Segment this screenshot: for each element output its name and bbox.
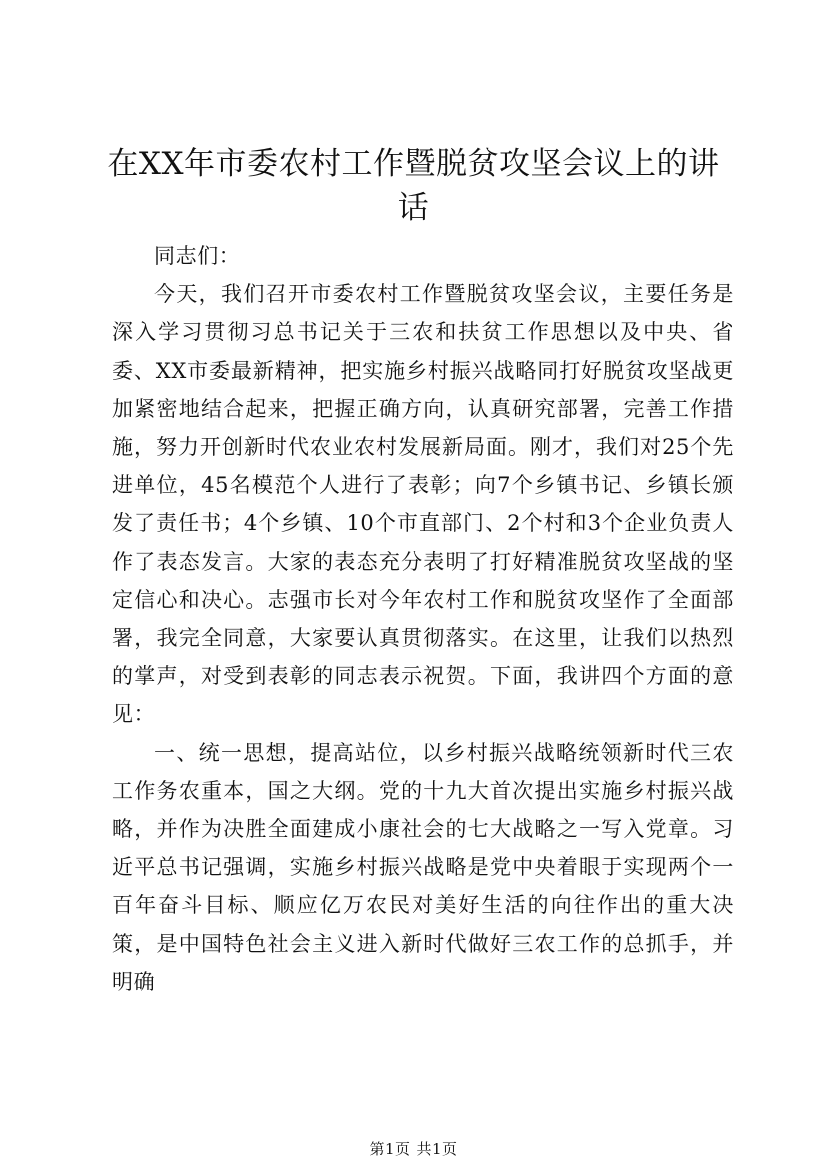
- document-body: [112, 237, 734, 1001]
- salutation-paragraph: 同志们：: [154, 244, 241, 268]
- page-total: 共1页: [416, 1140, 458, 1158]
- body-paragraph: 一、统一思想，提高站位，以乡村振兴战略统领新时代三农工作务农重本，国之大纲。党的十九大首次提出实施乡村振兴战略，并作为决胜全面建成小康社会的七大战略之一写入党章。习近平总书记强调，实施乡村振兴战略是党中央着眼于实现两个一百年奋斗目标、顺应亿万农民对美好生活的向往作出的重大决策，是中国特色社会主义进入新时代做好三农工作的总抓手，并明确: [112, 740, 734, 994]
- page-number: 第1页: [369, 1140, 411, 1158]
- page-footer: [0, 1139, 827, 1159]
- body-paragraph: 今天，我们召开市委农村工作暨脱贫攻坚会议，主要任务是深入学习贯彻习总书记关于三农和扶贫工作思想以及中央、省委、XX市委最新精神，把实施乡村振兴战略同打好脱贫攻坚战更加紧密地结合起来，把握正确方向，认真研究部署，完善工作措施，努力开创新时代农业农村发展新局面。刚才，我们对25个先进单位，45名模范个人进行了表彰；向7个乡镇书记、乡镇长颁发了责任书；4个乡镇、10个市直部门、2个村和3个企业负责人作了表态发言。大家的表态充分表明了打好精准脱贫攻坚战的坚定信心和决心。志强市长对今年农村工作和脱贫攻坚作了全面部署，我完全同意，大家要认真贯彻落实。在这里，让我们以热烈的掌声，对受到表彰的同志表示祝贺。下面，我讲四个方面的意见：: [112, 282, 734, 727]
- document-title: 在XX年市委农村工作暨脱贫攻坚会议上的讲话: [107, 146, 720, 226]
